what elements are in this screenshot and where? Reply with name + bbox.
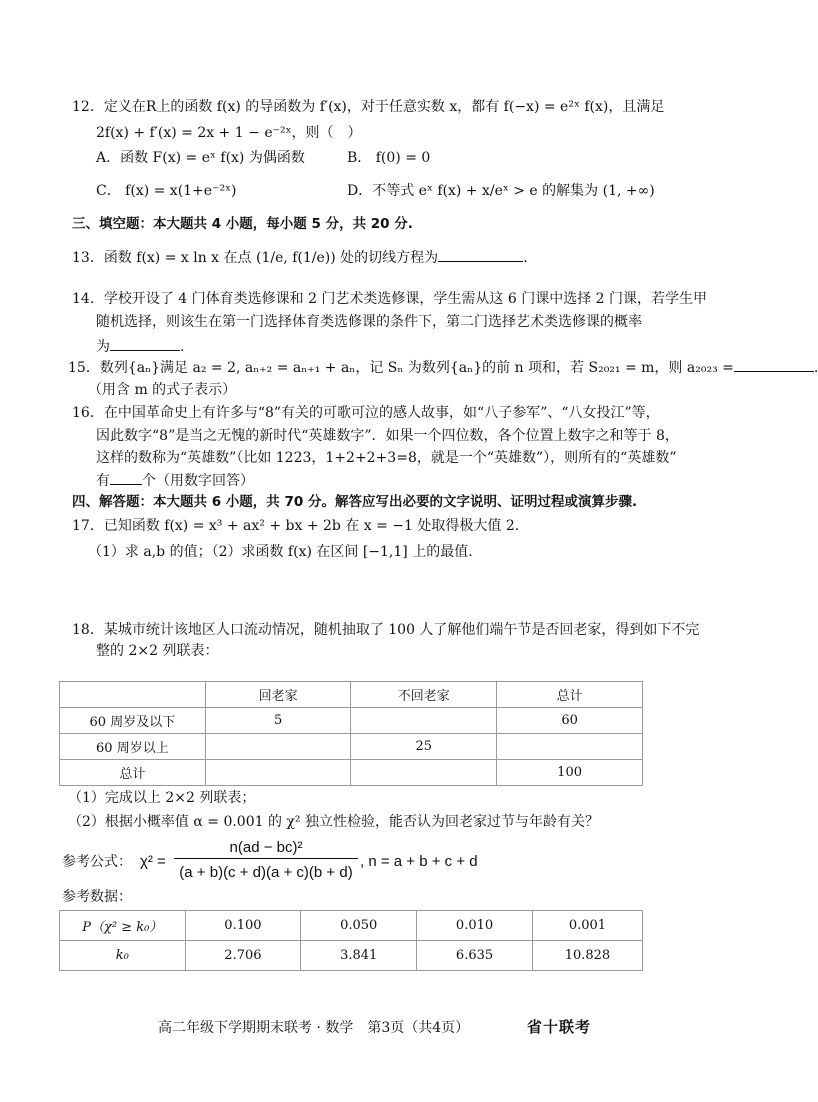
formula-numerator: n(ad − bc)² xyxy=(174,838,358,859)
section-3-heading: 三、填空题：本大题共 4 小题，每小题 5 分，共 20 分. xyxy=(72,216,413,232)
table-cell xyxy=(497,734,643,760)
reference-cell: 0.010 xyxy=(417,911,533,941)
q15-note: （用含 m 的式子表示） xyxy=(88,382,237,398)
reference-cell: 6.635 xyxy=(417,941,533,971)
q16-line4 xyxy=(96,470,711,491)
q18-line1: 18．某城市统计该地区人口流动情况，随机抽取了 100 人了解他们端午节是否回老家，得到如下不完 xyxy=(72,622,700,638)
q12-option-d: D．不等式 eˣ f(x) + x/eˣ > e 的解集为 (1, +∞) xyxy=(347,183,655,199)
q16-prefix: 有 xyxy=(96,473,110,489)
q13-answer-blank[interactable] xyxy=(438,247,523,262)
reference-cell: 3.841 xyxy=(301,941,417,971)
table-cell: 5 xyxy=(205,708,351,734)
q18-line2: 整的 2×2 列联表： xyxy=(96,643,219,659)
q16-answer-blank[interactable] xyxy=(110,470,142,485)
reference-cell: 10.828 xyxy=(532,941,642,971)
q12-option-a: A．函数 F(x) = eˣ f(x) 为偶函数 xyxy=(96,150,305,166)
contingency-table xyxy=(59,681,643,786)
table-header-cell: 回老家 xyxy=(205,682,351,708)
reference-cell: P（χ² ≥ k₀） xyxy=(60,911,186,941)
table-cell: 100 xyxy=(497,760,643,786)
q12-stem-line2: 2f(x) + f′(x) = 2x + 1 − e⁻²ˣ，则（ ） xyxy=(96,125,362,141)
q12-option-c: C． f(x) = x(1+e⁻²ˣ) xyxy=(96,183,237,199)
q14-prefix: 为 xyxy=(96,339,110,355)
reference-cell: 0.001 xyxy=(532,911,642,941)
exam-seal: 省十联考 xyxy=(527,1018,592,1036)
table-cell xyxy=(205,734,351,760)
table-row xyxy=(60,708,643,734)
reference-cell: k₀ xyxy=(60,941,186,971)
table-cell: 25 xyxy=(351,734,497,760)
table-header-cell: 总计 xyxy=(497,682,643,708)
reference-row xyxy=(60,911,643,941)
section-4-heading: 四、解答题：本大题共 6 小题，共 70 分。解答应写出必要的文字说明、证明过程或演算步骤. xyxy=(72,494,638,510)
reference-table xyxy=(59,910,643,971)
q13-stem: 13．函数 f(x) = x ln x 在点 (1/e, f(1/e)) 处的切线方程为 xyxy=(72,250,439,266)
q15-line1 xyxy=(68,357,818,378)
table-header-cell xyxy=(60,682,206,708)
q16-line1: 16．在中国革命史上有许多与“8”有关的可歌可泣的感人故事，如“八子参军”、“八女投江”等， xyxy=(72,405,660,421)
q12-option-b: B． f(0) = 0 xyxy=(347,150,431,166)
q12-stem-line1: 12．定义在R上的函数 f(x) 的导函数为 f′(x)，对于任意实数 x，都有 f(−x) = e²ˣ f(x)，且满足 xyxy=(72,99,665,115)
reference-data-label: 参考数据： xyxy=(62,889,132,905)
table-cell xyxy=(351,708,497,734)
q16-line2: 因此数字“8”是当之无愧的新时代“英雄数字”．如果一个四位数，各个位置上数字之和等于 8， xyxy=(96,428,679,444)
q14-answer-blank[interactable] xyxy=(110,336,180,351)
q14-period: . xyxy=(180,339,185,355)
reference-cell: 0.100 xyxy=(185,911,301,941)
q16-suffix: 个（用数字回答） xyxy=(142,473,254,489)
table-cell xyxy=(205,760,351,786)
q13 xyxy=(72,247,711,268)
table-cell xyxy=(351,760,497,786)
table-header-cell: 不回老家 xyxy=(351,682,497,708)
q14-line1: 14．学校开设了 4 门体育类选修课和 2 门艺术类选修课，学生需从这 6 门课中选择 2 门课，若学生甲 xyxy=(72,291,708,307)
table-row xyxy=(60,734,643,760)
q18-part2: （2）根据小概率值 α = 0.001 的 χ² 独立性检验，能否认为回老家过节与年龄有关？ xyxy=(68,814,599,830)
table-cell: 总计 xyxy=(60,760,206,786)
formula-lhs: χ² = xyxy=(140,853,166,870)
table-cell: 60 周岁以上 xyxy=(60,734,206,760)
reference-row xyxy=(60,941,643,971)
q18-part1: （1）完成以上 2×2 列联表； xyxy=(68,790,256,806)
table-header-row xyxy=(60,682,643,708)
reference-cell: 2.706 xyxy=(185,941,301,971)
q13-period: . xyxy=(523,250,528,266)
q17-line2: （1）求 a,b 的值；（2）求函数 f(x) 在区间 [−1,1] 上的最值. xyxy=(88,544,473,560)
reference-cell: 0.050 xyxy=(301,911,417,941)
formula-label: 参考公式： xyxy=(62,854,132,870)
table-row xyxy=(60,760,643,786)
q16-line3: 这样的数称为“英雄数”（比如 1223，1+2+2+3=8，就是一个“英雄数”），则所有的“英雄数” xyxy=(96,450,677,466)
q14-line3 xyxy=(96,336,711,357)
formula-denominator: (a + b)(c + d)(a + c)(b + d) xyxy=(179,864,353,881)
q15-answer-blank[interactable] xyxy=(734,357,814,372)
page-footer: 高二年级下学期期末联考 · 数学 第3页（共4页） xyxy=(158,1020,470,1036)
table-cell: 60 周岁及以下 xyxy=(60,708,206,734)
q15-period: . xyxy=(813,360,818,376)
q15-stem: 15．数列{aₙ}满足 a₂ = 2, aₙ₊₂ = aₙ₊₁ + aₙ，记 Sₙ 为数列{aₙ}的前 n 项和，若 S₂₀₂₁ = m，则 a₂₀₂₃ = xyxy=(68,360,734,376)
formula-tail: , n = a + b + c + d xyxy=(360,853,478,870)
table-cell: 60 xyxy=(497,708,643,734)
q14-line2: 随机选择，则该生在第一门选择体育类选修课的条件下，第二门选择艺术类选修课的概率 xyxy=(96,314,642,330)
q17-line1: 17．已知函数 f(x) = x³ + ax² + bx + 2b 在 x = −1 处取得极大值 2. xyxy=(72,518,520,534)
